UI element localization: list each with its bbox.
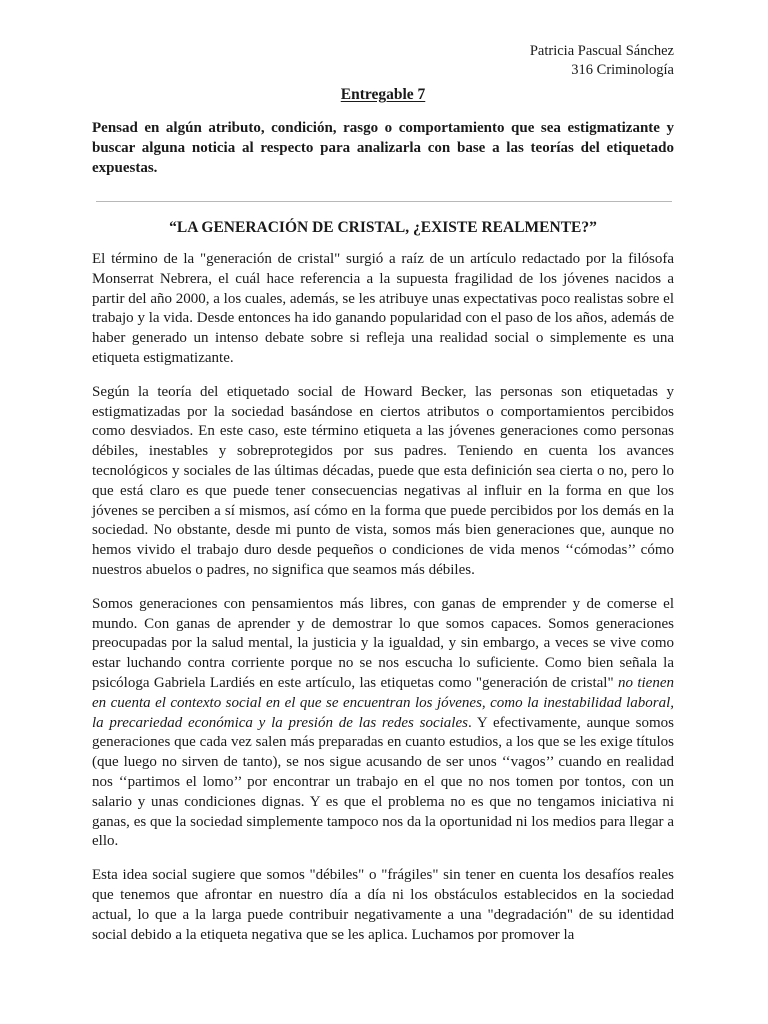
- document-title: Entregable 7: [340, 86, 426, 103]
- assignment-prompt: Pensad en algún atributo, condición, rasgo o comportamiento que sea estigmatizante y buscar alguna noticia al respecto para analizarla con base a las teorías del etiquetado expuestas.: [92, 120, 674, 176]
- paragraph-3-italic-quote: no tienen en cuenta el contexto social en el que se encuentran los jóvenes, como la inestabilidad laboral, la precariedad económica y la presión de las redes sociales: [92, 674, 674, 731]
- paragraph-2: Según la teoría del etiquetado social de Howard Becker, las personas son etiquetadas y estigmatizadas por la sociedad basándose en ciertos atributos o comportamientos percibidos como desviados. En este caso, este término etiqueta a las jóvenes generaciones como personas débiles, inestables y sobreprotegidos por sus padres. Teniendo en cuenta los avances tecnológicos y sociales de las últimas décadas, puede que esta definición sea cierta o no, pero lo que está claro es que puede tener consecuencias negativas al influir en la forma en que los jóvenes se perciben a sí mismos, así cómo en la forma que puede percibidos por los demás en la sociedad. No obstante, desde mi punto de vista, somos más bien generaciones que, aunque no hemos vivido el trabajo duro desde pequeños o condiciones de vida menos ‘‘cómodas’’ cómo nuestros abuelos o padres, no significa que seamos más débiles.: [92, 383, 674, 578]
- paragraph-1: El término de la "generación de cristal" surgió a raíz de un artículo redactado por la filósofa Monserrat Nebrera, el cuál hace referencia a la supuesta fragilidad de los jóvenes nacidos a partir del año 2000, a los cuales, además, se les atribuye unas expectativas poco realistas sobre el trabajo y la vida. Desde entonces ha ido ganando popularidad con el paso de los años, además de haber generado un intenso debate sobre si refleja una realidad social o simplemente es una etiqueta estigmatizante.: [92, 251, 674, 366]
- author-name: Patricia Pascual Sánchez: [529, 43, 674, 59]
- article-title: “LA GENERACIÓN DE CRISTAL, ¿EXISTE REALMENTE?”: [169, 219, 597, 236]
- course-label: 316 Criminología: [571, 62, 674, 78]
- paragraph-4: Esta idea social sugiere que somos "débiles" o "frágiles" sin tener en cuenta los desafíos reales que tenemos que afrontar en nuestro día a día ni los obstáculos establecidos en la sociedad actual, lo que a la larga puede contribuir negativamente a una "degradación" de su identidad social debido a la etiqueta negativa que se les aplica. Luchamos por promover la: [92, 867, 674, 943]
- paragraph-3-text-end: . Y efectivamente, aunque somos generaciones que cada vez salen más preparadas en cuanto estudios, a los que se les exige títulos (que luego no sirven de tanto), se nos sigue acusando de ser unos ‘‘vagos’’ cuando en realidad nos ‘‘partimos el lomo’’ por encontrar un trabajo en el que no nos tomen por tontos, con un salario y unas condiciones dignas. Y es que el problema no es que no tengamos iniciativa ni ganas, es que la sociedad simplemente tampoco nos da la oportunidad ni los medios para llegar a ello.: [92, 714, 674, 850]
- article-body: [92, 250, 674, 959]
- author-block: [530, 42, 674, 80]
- paragraph-3: [92, 595, 674, 852]
- horizontal-divider: [96, 201, 672, 202]
- paragraph-3-text-start: Somos generaciones con pensamientos más libres, con ganas de emprender y de comerse el mundo. Con ganas de aprender y de demostrar lo que somos capaces. Somos generaciones preocupadas por la salud mental, la justicia y la igualdad, y sin embargo, a veces se vive como estar luchando contra corriente porque no se nos escucha lo suficiente. Como bien señala la psicóloga Gabriela Lardiés en este artículo, las etiquetas como "generación de cristal": [92, 595, 674, 691]
